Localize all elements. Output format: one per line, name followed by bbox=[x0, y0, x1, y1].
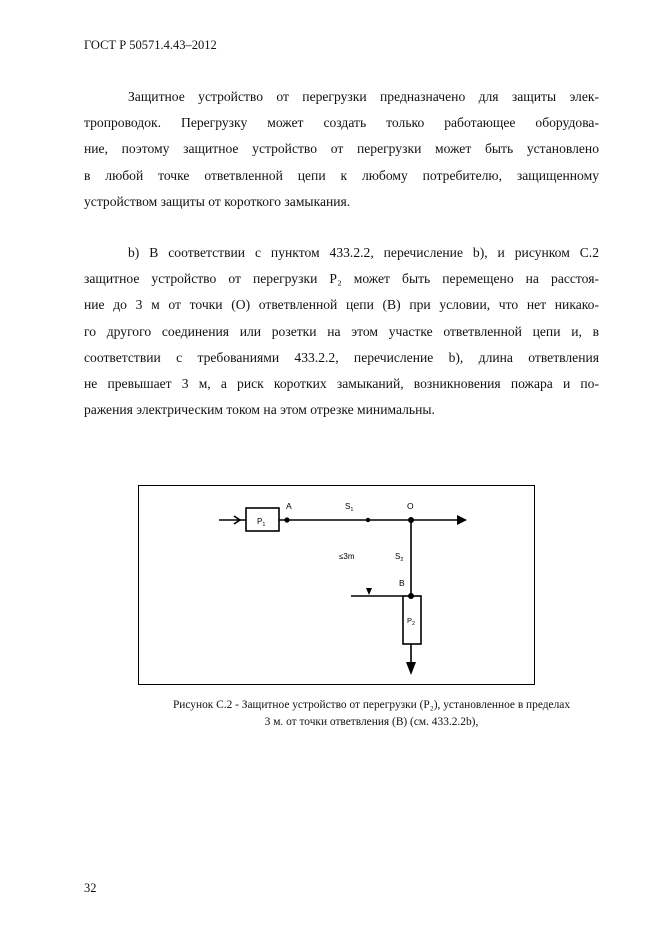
caption-line: Рисунок С.2 - Защитное устройство от перегрузки (Р₂), установленное в пределах bbox=[172, 699, 571, 711]
caption-line: 3 м. от точки ответвления (В) (см. 433.2.2b), bbox=[264, 716, 479, 728]
label-s1: $S_1$ bbox=[345, 502, 354, 513]
label-p1: $P_1$ bbox=[257, 517, 266, 528]
node-b-dot bbox=[408, 593, 414, 599]
paragraph-line: ние, поэтому защитное устройство от перегрузки может быть установлено bbox=[84, 141, 599, 157]
label-p2: $P_2$ bbox=[407, 616, 416, 627]
distance-tick-icon bbox=[366, 588, 372, 595]
label-s2: $S_2$ bbox=[395, 552, 404, 563]
output-arrow-icon bbox=[406, 662, 416, 675]
main-arrow-icon bbox=[457, 515, 467, 525]
paragraph-line: го другого соединения или розетки на этом участке ответвленной цепи и, в bbox=[84, 323, 599, 339]
paragraph-line: ражения электрическим током на этом отрезке минимальны. bbox=[84, 402, 435, 418]
node-o-dot bbox=[408, 517, 414, 523]
paragraph-line: защитное устройство от перегрузки Р₂ может быть перемещено на расстоя- bbox=[84, 271, 599, 287]
paragraph-line: устройством защиты от короткого замыкания. bbox=[84, 193, 351, 209]
paragraph-line: b) В соответствии с пунктом 433.2.2, перечисление b), и рисунком С.2 bbox=[128, 245, 599, 260]
document-header: ГОСТ Р 50571.4.43–2012 bbox=[84, 38, 217, 52]
label-b: B bbox=[399, 578, 405, 588]
paragraph-line: тропроводок. Перегрузку может создать только работающее оборудова- bbox=[84, 115, 599, 131]
paragraph-overload-protection bbox=[84, 84, 599, 215]
label-a: A bbox=[286, 501, 292, 511]
paragraph-line: не превышает 3 м, а риск коротких замыканий, возникновения пожара и по- bbox=[84, 376, 599, 392]
circuit-diagram-figure bbox=[138, 485, 535, 685]
node-s1-dot bbox=[366, 518, 370, 522]
paragraph-line: Защитное устройство от перегрузки предназначено для защиты элек- bbox=[128, 89, 599, 104]
paragraph-item-b bbox=[84, 240, 599, 423]
paragraph-line: в любой точке ответвленной цепи к любому потребителю, защищенному bbox=[84, 167, 599, 183]
paragraph-line: соответствии с требованиями 433.2.2, перечисление b), длина ответвления bbox=[84, 349, 599, 365]
paragraph-line: ние до 3 м от точки (О) ответвленной цепи (В) при условии, что нет никако- bbox=[84, 297, 599, 313]
node-a-dot bbox=[284, 517, 289, 522]
label-o: O bbox=[407, 501, 414, 511]
circuit-diagram bbox=[139, 486, 536, 686]
page-number: 32 bbox=[84, 881, 97, 895]
figure-caption bbox=[84, 697, 659, 731]
label-distance: ≤3m bbox=[339, 552, 355, 561]
